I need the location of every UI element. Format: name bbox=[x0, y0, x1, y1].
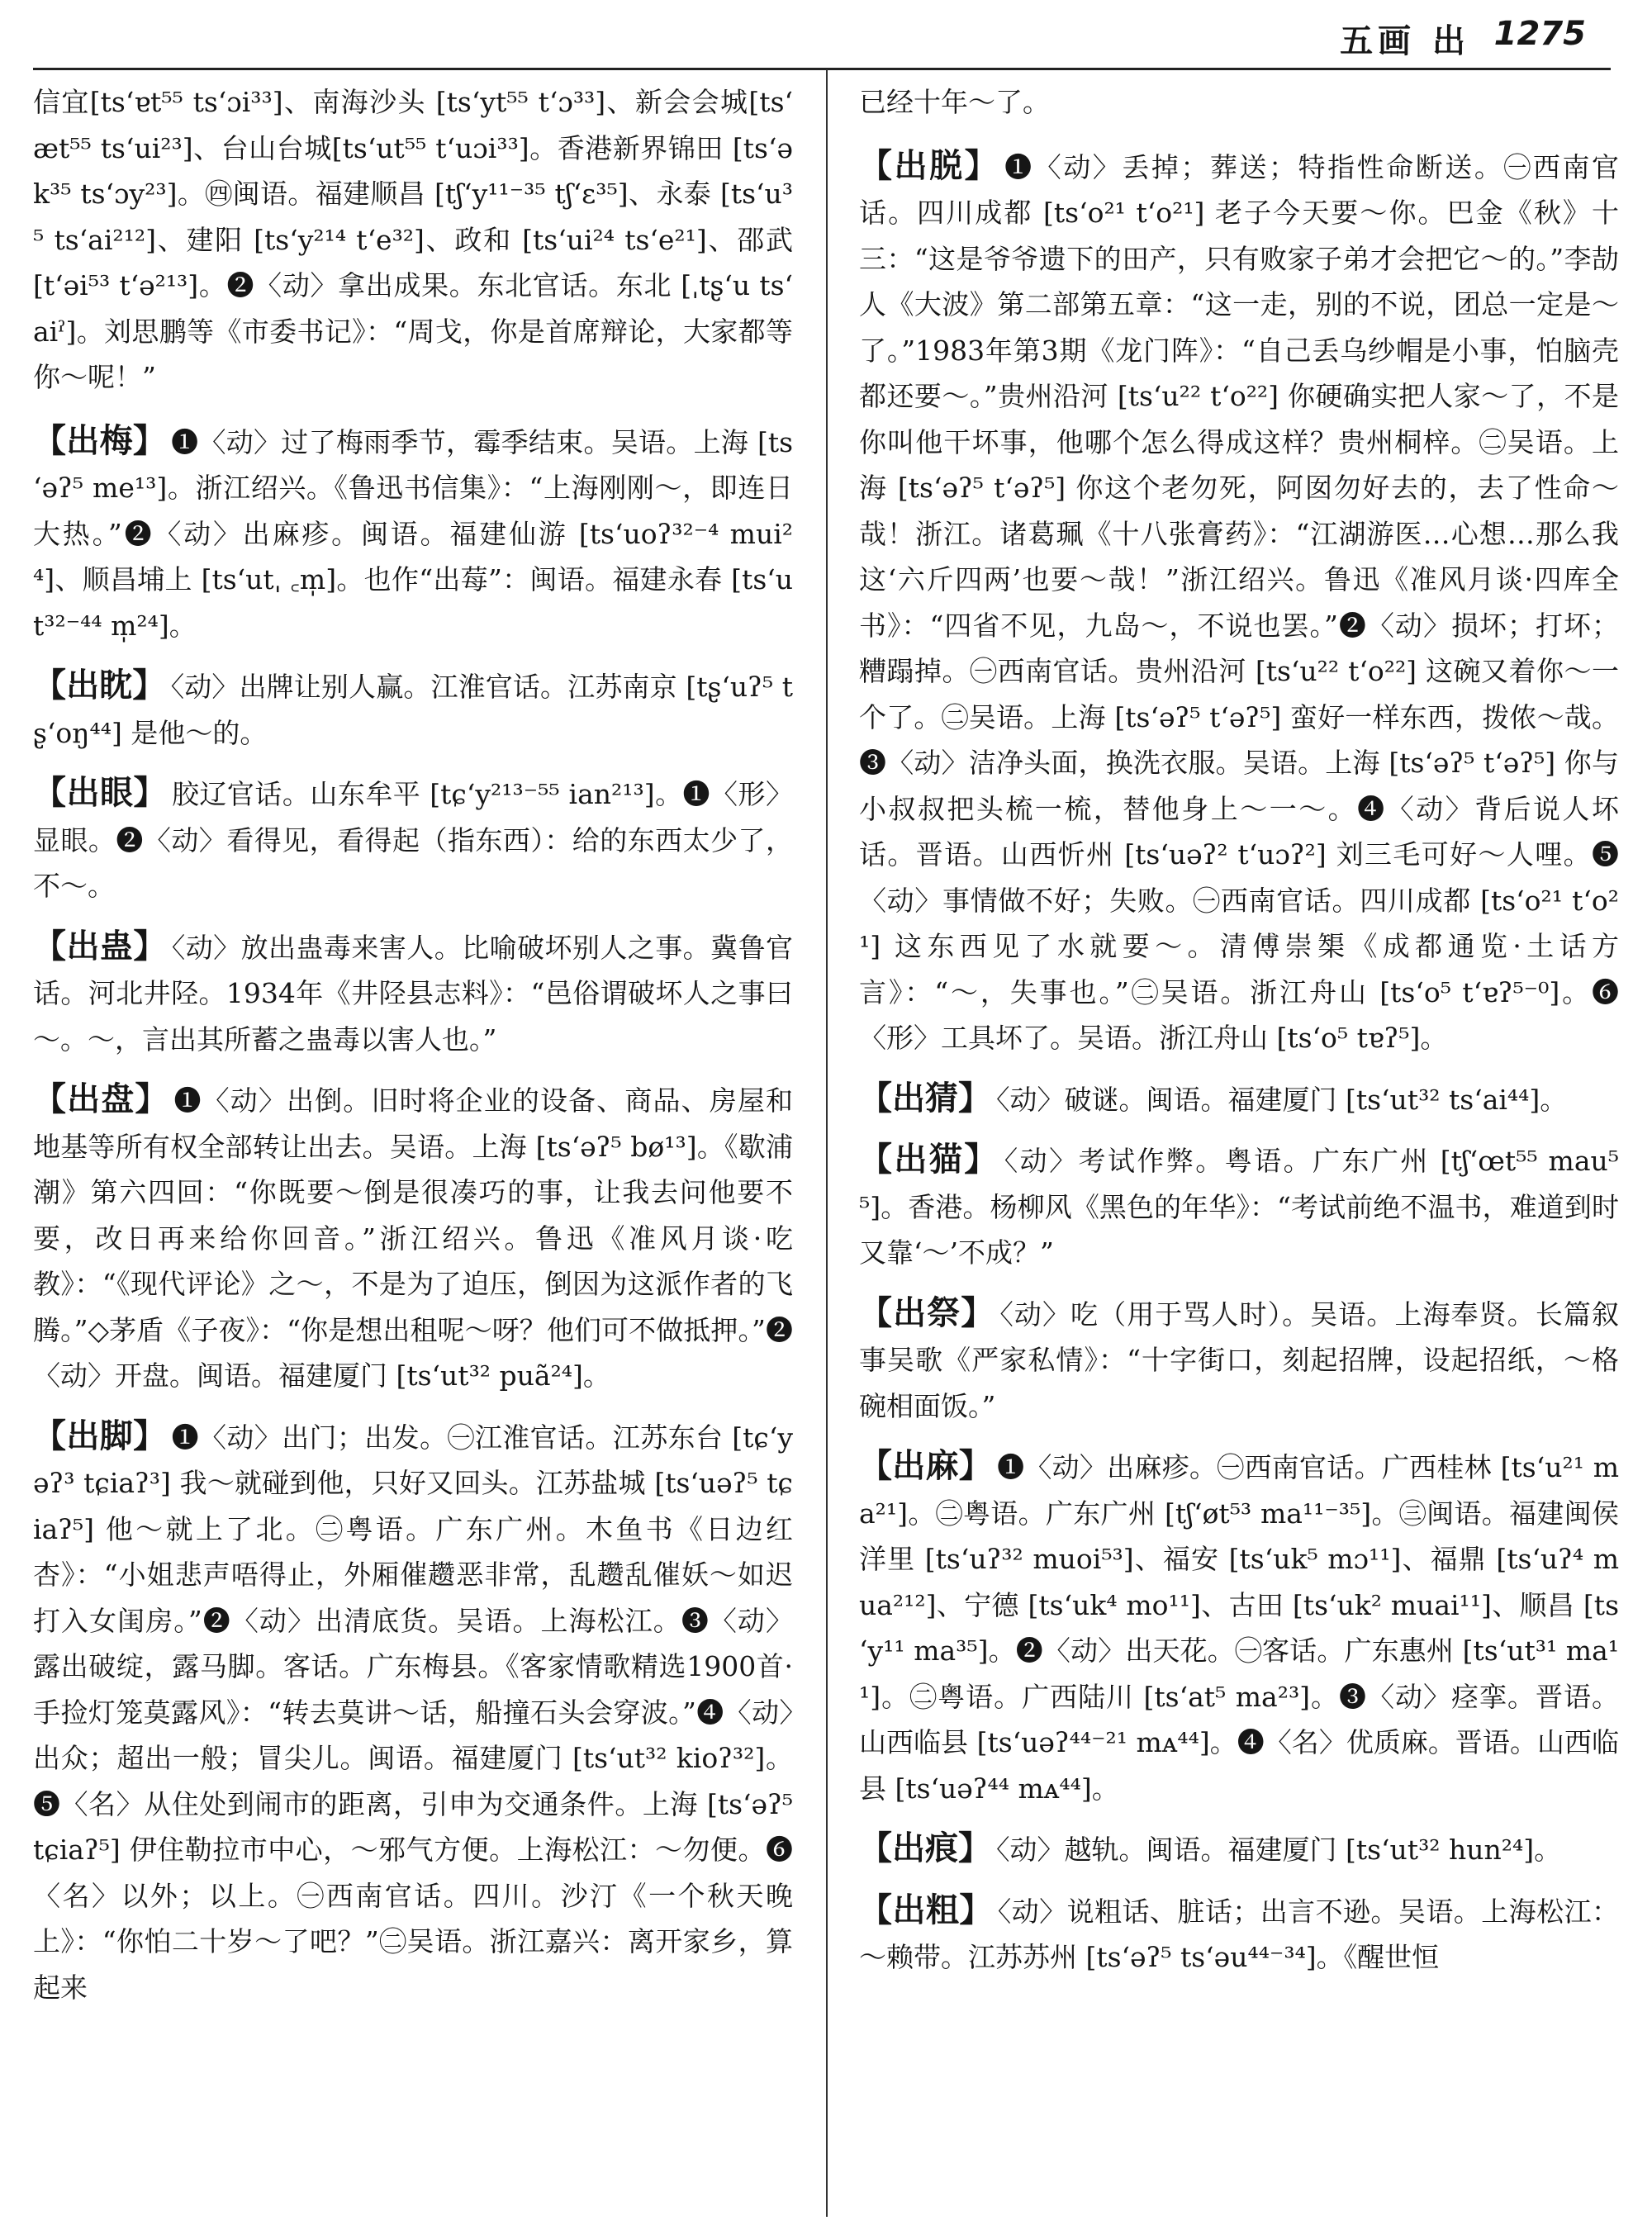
entry-definition: 〈动〉考试作弊。粤语。广东广州 [tʃʻœt⁵⁵ mau⁵⁵]。香港。杨柳风《黑色的年华》：“考试前绝不温书，难道到时又靠‘～’不成？” bbox=[859, 1145, 1619, 1269]
entry-headword: 【出猜】 bbox=[859, 1079, 991, 1117]
entry-continuation bbox=[859, 79, 1619, 126]
entry-definition: 信宜[tsʻɐt⁵⁵ tsʻɔi³³]、南海沙头 [tsʻyt⁵⁵ tʻɔ³³]、新会会城[tsʻæt⁵⁵ tsʻui²³]、台山台城[tsʻut⁵⁵ tʻuɔi³³]。香港新界锦田 [tsʻək³⁵ tsʻɔy²³]。㊃闽语。福建顺昌 [tʃʻy¹¹⁻³⁵ tʃʻɛ³⁵]、永泰 [tsʻu³⁵ tsʻai²¹²]、建阳 [tsʻy²¹⁴ tʻe³²]、政和 [tsʻui²⁴ tsʻe²¹]、邵武 [tʻəi⁵³ tʻə²¹³]。❷〈动〉拿出成果。东北官话。东北 [ˌtʂʻu tsʻaiˀ]。刘思鹏等《市委书记》：“周戈，你是首席辩论，大家都等你～呢！” bbox=[33, 86, 793, 393]
header-rule bbox=[33, 68, 1611, 70]
dictionary-entry bbox=[859, 1137, 1619, 1276]
entry-headword: 【出麻】 bbox=[859, 1447, 993, 1485]
dictionary-entry bbox=[33, 1414, 793, 2011]
entry-headword: 【出眼】 bbox=[33, 774, 167, 812]
entry-definition: 已经十年～了。 bbox=[859, 86, 1050, 118]
entry-headword: 【出脱】 bbox=[859, 146, 1000, 185]
running-head-section: 五画 出 bbox=[1340, 21, 1470, 60]
entry-definition: ❶〈动〉出倒。旧时将企业的设备、商品、房屋和地基等所有权全部转让出去。吴语。上海 [tsʻəʔ⁵ bø¹³]。《歇浦潮》第六四回：“你既要～倒是很凑巧的事，让我去问他要不要，改日再来给你回音。”浙江绍兴。鲁迅《准风月谈·吃教》：“《现代评论》之～，不是为了迫压，倒因为这派作者的飞腾。”◇茅盾《子夜》：“你是想出租呢～呀？他们可不做抵押。”❷〈动〉开盘。闽语。福建厦门 [tsʻut³² puã²⁴]。 bbox=[33, 1084, 793, 1392]
entry-definition: 〈动〉出牌让别人赢。江淮官话。江苏南京 [tʂʻuʔ⁵ tʂʻoŋ⁴⁴] 是他～的。 bbox=[33, 671, 793, 749]
left-column bbox=[33, 79, 793, 2218]
entry-headword: 【出脚】 bbox=[33, 1416, 167, 1455]
entry-definition: 胶辽官话。山东牟平 [tɕʻy²¹³⁻⁵⁵ ian²¹³]。❶〈形〉显眼。❷〈动〉看得见，看得起（指东西）：给的东西太少了，不～。 bbox=[33, 778, 793, 902]
page-header bbox=[0, 0, 1652, 66]
entry-definition: 〈动〉破谜。闽语。福建厦门 [tsʻut³² tsʻai⁴⁴]。 bbox=[996, 1083, 1568, 1116]
entry-definition: 〈动〉放出蛊毒来害人。比喻破坏别人之事。冀鲁官话。河北井陉。1934年《井陉县志料》：“邑俗谓破坏人之事曰～。～，言出其所蓄之蛊毒以害人也。” bbox=[33, 931, 793, 1056]
entry-headword: 【出痕】 bbox=[859, 1829, 991, 1867]
dictionary-entry bbox=[33, 1077, 793, 1399]
entry-headword: 【出祭】 bbox=[859, 1293, 995, 1332]
entry-definition: 〈动〉吃（用于骂人时）。吴语。上海奉贤。长篇叙事吴歌《严家私情》：“十字街口，刻起招牌，设起招纸，～格碗相面饭。” bbox=[859, 1298, 1619, 1422]
dictionary-entry bbox=[33, 419, 793, 649]
entry-headword: 【出梅】 bbox=[33, 421, 167, 460]
entry-definition: 〈动〉说粗话、脏话；出言不逊。吴语。上海松江：～赖带。江苏苏州 [tsʻəʔ⁵ tsʻəu⁴⁴⁻³⁴]。《醒世恒 bbox=[859, 1895, 1619, 1973]
entry-definition: 〈动〉越轨。闽语。福建厦门 [tsʻut³² hun²⁴]。 bbox=[996, 1834, 1562, 1866]
dictionary-entry bbox=[859, 144, 1619, 1061]
entry-headword: 【出猫】 bbox=[859, 1141, 999, 1179]
dictionary-entry bbox=[859, 1826, 1619, 1873]
entry-definition: ❶〈动〉过了梅雨季节，霉季结束。吴语。上海 [tsʻəʔ⁵ me¹³]。浙江绍兴。《鲁迅书信集》：“上海刚刚～，即连日大热。”❷〈动〉出麻疹。闽语。福建仙游 [tsʻuoʔ³²⁻⁴ mui²⁴]、顺昌埔上 [tsʻutˌ ꜀m̩]。也作“出莓”：闽语。福建永春 [tsʻut³²⁻⁴⁴ m̩²⁴]。 bbox=[33, 425, 793, 642]
entry-headword: 【出粗】 bbox=[859, 1891, 993, 1929]
dictionary-entry bbox=[859, 1076, 1619, 1123]
page-number: 1275 bbox=[1493, 15, 1586, 53]
entry-headword: 【出眈】 bbox=[33, 667, 166, 705]
dictionary-entry bbox=[859, 1888, 1619, 1981]
entry-definition: ❶〈动〉出麻疹。㊀西南官话。广西桂林 [tsʻu²¹ ma²¹]。㊁粤语。广东广州 [tʃʻøt⁵³ ma¹¹⁻³⁵]。㊂闽语。福建闽侯洋里 [tsʻuʔ³² muoi⁵³]、福安 [tsʻuk⁵ mɔ¹¹]、福鼎 [tsʻuʔ⁴ mua²¹²]、宁德 [tsʻuk⁴ mo¹¹]、古田 [tsʻuk² muai¹¹]、顺昌 [tsʻy¹¹ ma³⁵]。❷〈动〉出天花。㊀客话。广东惠州 [tsʻut³¹ ma¹¹]。㊁粤语。广西陆川 [tsʻat⁵ ma²³]。❸〈动〉痉挛。晋语。山西临县 [tsʻuəʔ⁴⁴⁻²¹ mᴀ⁴⁴]。❹〈名〉优质麻。晋语。山西临县 [tsʻuəʔ⁴⁴ mᴀ⁴⁴]。 bbox=[859, 1451, 1619, 1805]
entry-definition: ❶〈动〉丢掉；葬送；特指性命断送。㊀西南官话。四川成都 [tsʻo²¹ tʻo²¹] 老子今天要～你。巴金《秋》十三：“这是爷爷遗下的田产，只有败家子弟才会把它～的。”李劼人《大波》第二部第五章：“这一走，别的不说，团总一定是～了。”1983年第3期《龙门阵》：“自己丢乌纱帽是小事，怕脑壳都还要～。”贵州沿河 [tsʻu²² tʻo²²] 你硬确实把人家～了，不是你叫他干坏事，他哪个怎么得成这样？贵州桐梓。㊁吴语。上海 [tsʻəʔ⁵ tʻəʔ⁵] 你这个老勿死，阿囡勿好去的，去了性命～哉！浙江。诸葛珮《十八张膏药》：“江湖游医…心想…那么我这‘六斤四两’也要～哉！”浙江绍兴。鲁迅《准风月谈·四库全书》：“四省不见，九岛～，不说也罢。”❷〈动〉损坏；打坏；糟蹋掉。㊀西南官话。贵州沿河 [tsʻu²² tʻo²²] 这碗又着你～一个了。㊁吴语。上海 [tsʻəʔ⁵ tʻəʔ⁵] 蛮好一样东西，拨侬～哉。❸〈动〉洁净头面，换洗衣服。吴语。上海 [tsʻəʔ⁵ tʻəʔ⁵] 你与小叔叔把头梳一梳，替他身上～一～。❹〈动〉背后说人坏话。晋语。山西忻州 [tsʻuəʔ² tʻuɔʔ²] 刘三毛可好～人哩。❺〈动〉事情做不好；失败。㊀西南官话。四川成都 [tsʻo²¹ tʻo²¹] 这东西见了水就要～。清傅崇榘《成都通览·土话方言》：“～，失事也。”㊁吴语。浙江舟山 [tsʻo⁵ tʻɐʔ⁵⁻⁰]。❻〈形〉工具坏了。吴语。浙江舟山 [tsʻo⁵ tɐʔ⁵]。 bbox=[859, 150, 1619, 1054]
right-column bbox=[859, 79, 1619, 2218]
dictionary-entry bbox=[33, 924, 793, 1063]
dictionary-entry bbox=[33, 663, 793, 756]
dictionary-entry bbox=[859, 1444, 1619, 1811]
entry-headword: 【出盘】 bbox=[33, 1080, 169, 1118]
column-divider bbox=[826, 69, 828, 2217]
dictionary-entry bbox=[33, 771, 793, 909]
entry-continuation bbox=[33, 79, 793, 401]
dictionary-entry bbox=[859, 1291, 1619, 1430]
entry-headword: 【出蛊】 bbox=[33, 927, 167, 966]
entry-definition: ❶〈动〉出门；出发。㊀江淮官话。江苏东台 [tɕʻyəʔ³ tɕiaʔ³] 我～就碰到他，只好又回头。江苏盐城 [tsʻuəʔ⁵ tɕiaʔ⁵] 他～就上了北。㊁粤语。广东广州。木鱼书《日边红杏》：“小姐悲声唔得止，外厢催趱恶非常，乱趱乱催妖～如迟打入女闺房。”❷〈动〉出清底货。吴语。上海松江。❸〈动〉露出破绽，露马脚。客话。广东梅县。《客家情歌精选1900首·手捡灯笼莫露风》：“转去莫讲～话，船撞石头会穿波。”❹〈动〉出众；超出一般；冒尖儿。闽语。福建厦门 [tsʻut³² kioʔ³²]。❺〈名〉从住处到闹市的距离，引申为交通条件。上海 [tsʻəʔ⁵ tɕiaʔ⁵] 伊住勒拉市中心，～邪气方便。上海松江：～勿便。❻〈名〉以外；以上。㊀西南官话。四川。沙汀《一个秋天晚上》：“你怕二十岁～了吧？”㊁吴语。浙江嘉兴：离开家乡，算起来 bbox=[33, 1421, 793, 2004]
